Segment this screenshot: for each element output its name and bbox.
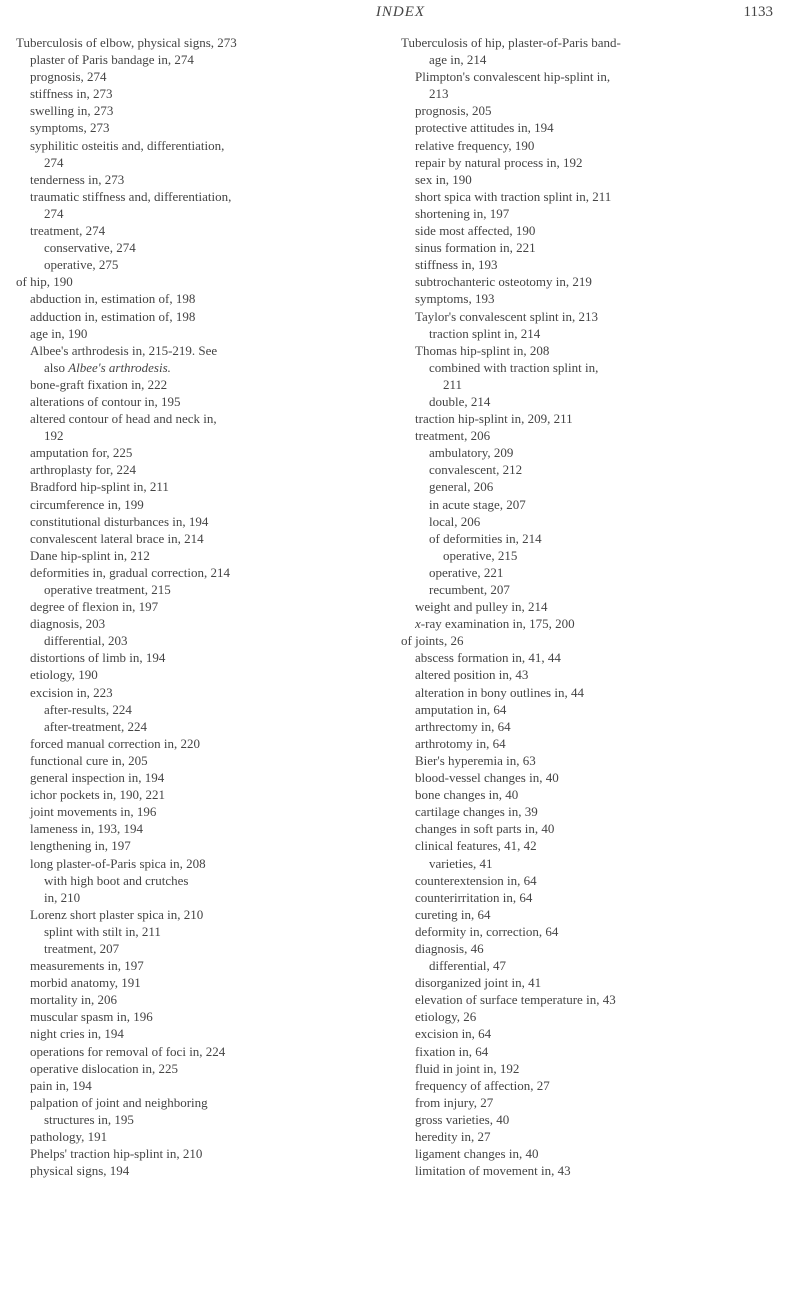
index-entry: ambulatory, 209 bbox=[429, 445, 514, 461]
index-entry: general, 206 bbox=[429, 479, 494, 495]
index-entry: counterextension in, 64 bbox=[415, 872, 537, 888]
index-entry: in, 210 bbox=[44, 889, 81, 905]
index-entry: 192 bbox=[44, 428, 64, 444]
index-entry: circumference in, 199 bbox=[30, 496, 144, 512]
index-entry: cureting in, 64 bbox=[415, 906, 491, 922]
index-entry: prognosis, 274 bbox=[30, 69, 107, 85]
index-column-left bbox=[16, 34, 396, 1179]
index-entry: ichor pockets in, 190, 221 bbox=[30, 787, 166, 803]
index-entry: age in, 190 bbox=[30, 325, 88, 341]
index-entry: abduction in, estimation of, 198 bbox=[30, 291, 196, 307]
index-entry: etiology, 190 bbox=[30, 667, 98, 683]
index-entry: morbid anatomy, 191 bbox=[30, 975, 141, 991]
index-entry: operative, 215 bbox=[443, 547, 518, 563]
index-entry: lengthening in, 197 bbox=[30, 838, 131, 854]
index-entry: operative, 275 bbox=[44, 257, 119, 273]
index-entry: subtrochanteric osteotomy in, 219 bbox=[415, 274, 592, 290]
index-entry: arthrectomy in, 64 bbox=[415, 718, 511, 734]
index-entry: muscular spasm in, 196 bbox=[30, 1009, 153, 1025]
index-entry: palpation of joint and neighboring bbox=[30, 1094, 208, 1110]
index-entry: splint with stilt in, 211 bbox=[44, 923, 161, 939]
index-entry: general inspection in, 194 bbox=[30, 770, 165, 786]
index-entry: plaster of Paris bandage in, 274 bbox=[30, 52, 194, 68]
index-entry: 211 bbox=[443, 376, 463, 392]
index-entry: diagnosis, 46 bbox=[415, 940, 484, 956]
index-entry: degree of flexion in, 197 bbox=[30, 599, 159, 615]
index-entry: weight and pulley in, 214 bbox=[415, 599, 548, 615]
page-header bbox=[0, 0, 801, 30]
index-entry: age in, 214 bbox=[429, 52, 487, 68]
running-title: INDEX bbox=[375, 4, 426, 20]
index-entry: treatment, 207 bbox=[44, 940, 120, 956]
index-entry: fluid in joint in, 192 bbox=[415, 1060, 520, 1076]
index-entry: conservative, 274 bbox=[44, 240, 136, 256]
index-entry: distortions of limb in, 194 bbox=[30, 650, 166, 666]
index-entry: counterirritation in, 64 bbox=[415, 889, 533, 905]
index-entry: treatment, 206 bbox=[415, 428, 491, 444]
index-column-right bbox=[401, 34, 793, 1179]
index-entry: differential, 47 bbox=[429, 958, 507, 974]
index-entry: amputation in, 64 bbox=[415, 701, 507, 717]
index-entry: excision in, 223 bbox=[30, 684, 113, 700]
index-entry: Dane hip-splint in, 212 bbox=[30, 547, 150, 563]
index-entry: differential, 203 bbox=[44, 633, 128, 649]
index-entry: in acute stage, 207 bbox=[429, 496, 526, 512]
index-entry: from injury, 27 bbox=[415, 1094, 494, 1110]
index-entry: symptoms, 193 bbox=[415, 291, 495, 307]
index-entry: pain in, 194 bbox=[30, 1077, 92, 1093]
index-entry: varieties, 41 bbox=[429, 855, 493, 871]
index-entry: after-results, 224 bbox=[44, 701, 132, 717]
index-entry: etiology, 26 bbox=[415, 1009, 477, 1025]
index-entry: blood-vessel changes in, 40 bbox=[415, 770, 559, 786]
index-entry: repair by natural process in, 192 bbox=[415, 154, 583, 170]
index-entry: bone-graft fixation in, 222 bbox=[30, 376, 168, 392]
index-entry: swelling in, 273 bbox=[30, 103, 114, 119]
index-entry: abscess formation in, 41, 44 bbox=[415, 650, 561, 666]
index-entry: side most affected, 190 bbox=[415, 223, 536, 239]
index-entry: protective attitudes in, 194 bbox=[415, 120, 554, 136]
index-entry: convalescent lateral brace in, 214 bbox=[30, 530, 204, 546]
index-entry: traumatic stiffness and, differentiation, bbox=[30, 188, 232, 204]
index-entry: alteration in bony outlines in, 44 bbox=[415, 684, 584, 700]
index-entry: local, 206 bbox=[429, 513, 481, 529]
index-entry: stiffness in, 273 bbox=[30, 86, 113, 102]
index-entry: convalescent, 212 bbox=[429, 462, 523, 478]
index-entry: Lorenz short plaster spica in, 210 bbox=[30, 906, 204, 922]
index-entry: after-treatment, 224 bbox=[44, 718, 147, 734]
index-entry: bone changes in, 40 bbox=[415, 787, 519, 803]
index-entry: deformities in, gradual correction, 214 bbox=[30, 564, 230, 580]
index-entry: relative frequency, 190 bbox=[415, 137, 535, 153]
index-entry: mortality in, 206 bbox=[30, 992, 118, 1008]
index-entry: operative dislocation in, 225 bbox=[30, 1060, 179, 1076]
index-entry: traction hip-splint in, 209, 211 bbox=[415, 411, 573, 427]
index-entry: disorganized joint in, 41 bbox=[415, 975, 542, 991]
index-entry: sex in, 190 bbox=[415, 171, 472, 187]
index-entry: joint movements in, 196 bbox=[30, 804, 157, 820]
index-entry: of joints, 26 bbox=[401, 633, 464, 649]
index-entry: double, 214 bbox=[429, 393, 491, 409]
index-entry: gross varieties, 40 bbox=[415, 1111, 510, 1127]
index-entry: of deformities in, 214 bbox=[429, 530, 542, 546]
index-entry: alterations of contour in, 195 bbox=[30, 393, 181, 409]
page-number: 1133 bbox=[743, 4, 773, 20]
index-entry: night cries in, 194 bbox=[30, 1026, 124, 1042]
index-entry: Bradford hip-splint in, 211 bbox=[30, 479, 169, 495]
index-entry: arthroplasty for, 224 bbox=[30, 462, 136, 478]
index-entry: cartilage changes in, 39 bbox=[415, 804, 538, 820]
index-entry: Thomas hip-splint in, 208 bbox=[415, 342, 550, 358]
index-entry: syphilitic osteitis and, differentiation, bbox=[30, 137, 225, 153]
index-entry: Tuberculosis of hip, plaster-of-Paris band- bbox=[401, 35, 621, 50]
index-entry: Tuberculosis of elbow, physical signs, 273 bbox=[16, 35, 237, 50]
index-entry: 274 bbox=[44, 154, 64, 170]
index-entry: elevation of surface temperature in, 43 bbox=[415, 992, 616, 1008]
index-entry: 274 bbox=[44, 205, 64, 221]
index-entry: deformity in, correction, 64 bbox=[415, 923, 559, 939]
index-entry: long plaster-of-Paris spica in, 208 bbox=[30, 855, 206, 871]
index-entry: sinus formation in, 221 bbox=[415, 240, 536, 256]
index-entry: short spica with traction splint in, 211 bbox=[415, 188, 612, 204]
index-entry: diagnosis, 203 bbox=[30, 616, 106, 632]
index-entry: with high boot and crutches bbox=[44, 872, 189, 888]
index-entry: heredity in, 27 bbox=[415, 1129, 491, 1144]
index-entry: shortening in, 197 bbox=[415, 205, 510, 221]
index-entry: also Albee's arthrodesis. bbox=[44, 359, 171, 375]
index-entry: fixation in, 64 bbox=[415, 1043, 489, 1059]
index-entry: ligament changes in, 40 bbox=[415, 1146, 539, 1162]
index-entry: operations for removal of foci in, 224 bbox=[30, 1043, 226, 1059]
index-entry: physical signs, 194 bbox=[30, 1163, 130, 1179]
index-entry: structures in, 195 bbox=[44, 1111, 134, 1127]
index-entry: recumbent, 207 bbox=[429, 582, 510, 597]
index-entry: amputation for, 225 bbox=[30, 445, 133, 461]
index-entry: measurements in, 197 bbox=[30, 958, 144, 974]
index-entry: combined with traction splint in, bbox=[429, 359, 599, 375]
index-entry: arthrotomy in, 64 bbox=[415, 735, 506, 751]
index-entry: altered contour of head and neck in, bbox=[30, 411, 217, 427]
index-entry: Phelps' traction hip-splint in, 210 bbox=[30, 1146, 203, 1162]
index-entry: Taylor's convalescent splint in, 213 bbox=[415, 308, 599, 324]
index-entry: frequency of affection, 27 bbox=[415, 1077, 550, 1093]
index-entry: prognosis, 205 bbox=[415, 103, 492, 119]
index-entry: x-ray examination in, 175, 200 bbox=[415, 616, 575, 632]
index-entry: operative treatment, 215 bbox=[44, 582, 171, 597]
index-entry: excision in, 64 bbox=[415, 1026, 492, 1042]
index-entry: pathology, 191 bbox=[30, 1129, 108, 1144]
index-entry: limitation of movement in, 43 bbox=[415, 1163, 571, 1179]
index-entry: lameness in, 193, 194 bbox=[30, 821, 144, 837]
index-entry: clinical features, 41, 42 bbox=[415, 838, 537, 854]
index-entry: forced manual correction in, 220 bbox=[30, 735, 201, 751]
index-entry: Bier's hyperemia in, 63 bbox=[415, 752, 536, 768]
index-entry: 213 bbox=[429, 86, 449, 102]
index-entry: functional cure in, 205 bbox=[30, 752, 148, 768]
index-entry: Plimpton's convalescent hip-splint in, bbox=[415, 69, 611, 85]
index-entry: changes in soft parts in, 40 bbox=[415, 821, 555, 837]
index-entry: traction splint in, 214 bbox=[429, 325, 541, 341]
index-entry: constitutional disturbances in, 194 bbox=[30, 513, 209, 529]
index-entry: adduction in, estimation of, 198 bbox=[30, 308, 196, 324]
index-entry: symptoms, 273 bbox=[30, 120, 110, 136]
index-entry: altered position in, 43 bbox=[415, 667, 529, 683]
index-entry: stiffness in, 193 bbox=[415, 257, 498, 273]
index-entry: tenderness in, 273 bbox=[30, 171, 125, 187]
index-entry: treatment, 274 bbox=[30, 223, 106, 239]
index-entry: of hip, 190 bbox=[16, 274, 73, 290]
index-entry: operative, 221 bbox=[429, 564, 504, 580]
index-entry: Albee's arthrodesis in, 215-219. See bbox=[30, 342, 218, 358]
